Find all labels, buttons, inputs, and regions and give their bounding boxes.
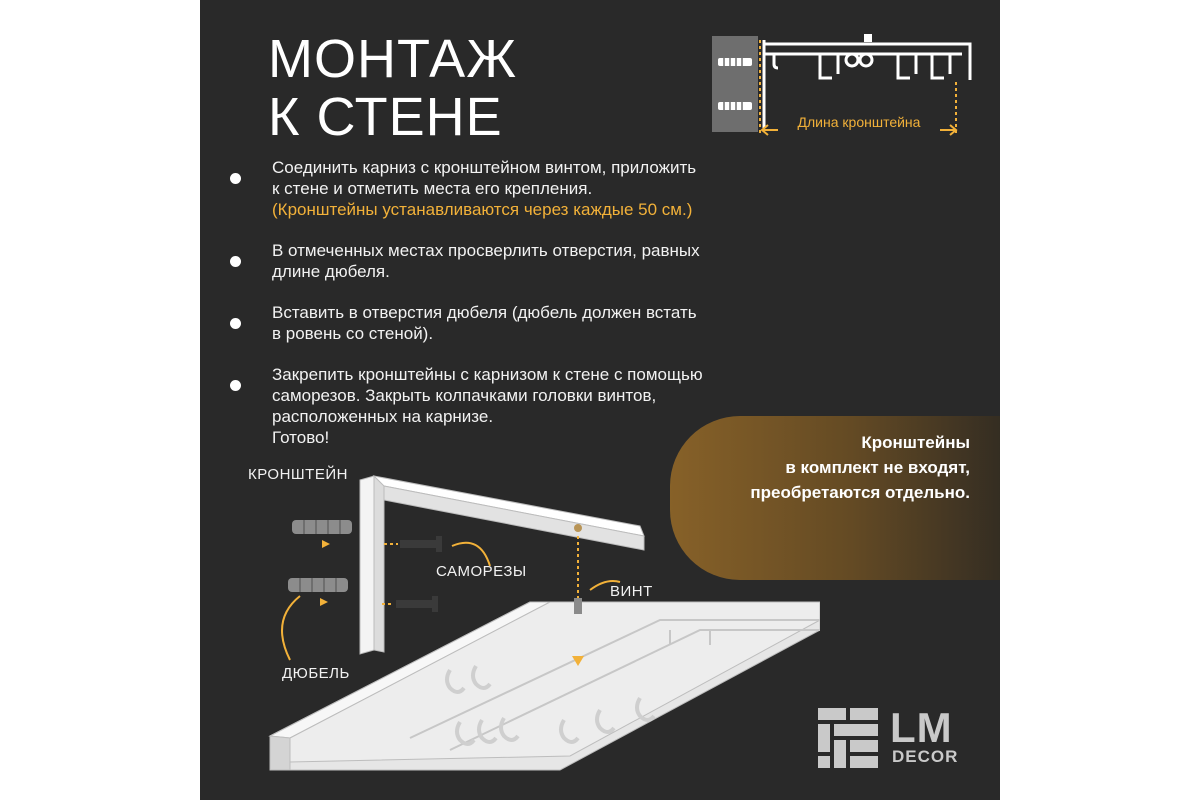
logo-subtext: DECOR — [892, 747, 959, 766]
bullet-dot-icon — [230, 173, 241, 184]
step-4-line-2: саморезов. Закрыть колпачками головки винтов, — [272, 386, 657, 405]
label-dowel: ДЮБЕЛЬ — [282, 665, 350, 682]
screw-top — [400, 536, 442, 552]
step-3-line-2: в ровень со стеной). — [272, 324, 434, 343]
bullet-dot-icon — [230, 256, 241, 267]
page-title — [268, 30, 517, 146]
step-2-line-2: длине дюбеля. — [272, 262, 390, 281]
instruction-card — [200, 0, 1000, 800]
bracket-length-diagram — [712, 30, 992, 140]
title-line-1: МОНТАЖ — [268, 29, 518, 89]
bullet-dot-icon — [230, 380, 241, 391]
label-screws: САМОРЕЗЫ — [436, 563, 527, 580]
step-2-line-1: В отмеченных местах просверлить отверстия, равных — [272, 241, 700, 260]
label-screw: ВИНТ — [610, 583, 653, 600]
dowel-top — [292, 520, 352, 534]
dowel-bottom — [288, 578, 348, 592]
mounting-illustration — [260, 470, 820, 790]
step-4-line-3: расположенных на карнизе. — [272, 407, 494, 426]
note-line-2: в комплект не входят, — [785, 458, 970, 477]
bracket-length-label: Длина кронштейна — [797, 114, 921, 130]
step-1-line-2: к стене и отметить места его крепления. — [272, 179, 593, 198]
logo-mark-icon — [818, 708, 882, 772]
logo-text: LM — [890, 704, 953, 751]
title-line-2: К СТЕНЕ — [268, 87, 503, 147]
note-line-3: преобретаются отдельно. — [750, 483, 970, 502]
step-2 — [230, 240, 810, 282]
step-1-accent: (Кронштейны устанавливаются через каждые 50 см.) — [272, 200, 693, 219]
bullet-dot-icon — [230, 318, 241, 329]
cornice-rail — [270, 602, 820, 770]
label-bracket: КРОНШТЕЙН — [248, 466, 348, 483]
step-4-line-1: Закрепить кронштейны с карнизом к стене с помощью — [272, 365, 703, 384]
step-4-line-4: Готово! — [272, 428, 330, 447]
step-3-line-1: Вставить в отверстия дюбеля (дюбель должен встать — [272, 303, 697, 322]
step-1-line-1: Соединить карниз с кронштейном винтом, приложить — [272, 158, 697, 177]
step-1 — [230, 157, 810, 220]
note-line-1: Кронштейны — [861, 433, 970, 452]
step-3 — [230, 302, 810, 344]
screw-bottom — [396, 596, 438, 612]
